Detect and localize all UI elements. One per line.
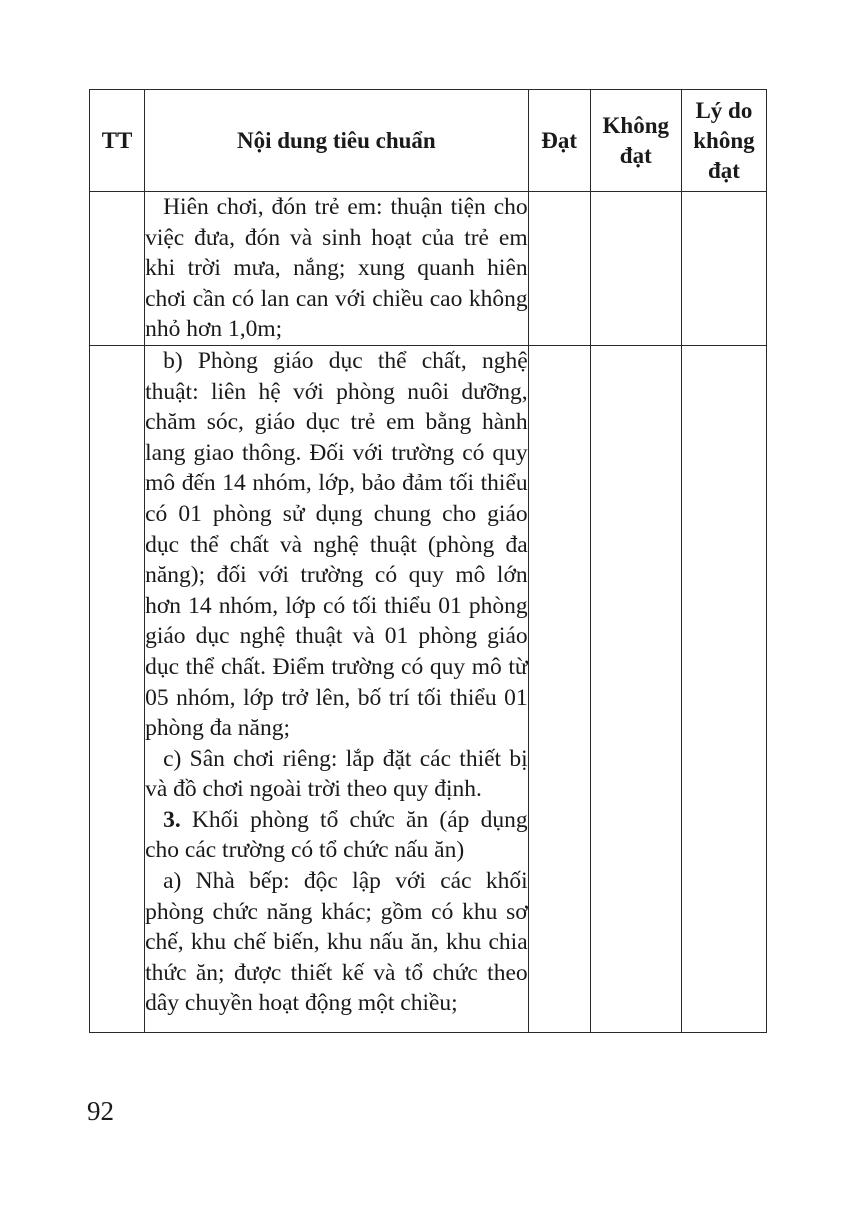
header-ly-do-line: Lý do (695, 97, 753, 123)
content-paragraph (145, 866, 528, 1019)
content-paragraph (145, 805, 528, 866)
header-ly-do (681, 90, 766, 192)
cell-dat (528, 192, 590, 346)
table-row (90, 192, 767, 346)
page-number: 92 (87, 1096, 114, 1126)
header-khong-dat-line: đạt (619, 142, 652, 168)
cell-ly-do (681, 345, 766, 1032)
paragraph-text: Khối phòng tổ chức ăn (áp dụng cho các trường có tổ chức nấu ăn) (145, 806, 528, 864)
criteria-table (89, 89, 767, 1033)
table-row (90, 345, 767, 1032)
paragraph-text: c) Sân chơi riêng: lắp đặt các thiết bị và đồ chơi ngoài trời theo quy định. (145, 745, 528, 803)
header-dat: Đạt (528, 90, 590, 192)
cell-ly-do (681, 192, 766, 346)
content-paragraph (145, 744, 528, 805)
header-tt: TT (90, 90, 145, 192)
cell-khong-dat (590, 192, 681, 346)
header-content: Nội dung tiêu chuẩn (145, 90, 529, 192)
cell-content (145, 192, 529, 346)
cell-content (145, 345, 529, 1032)
paragraph-text: a) Nhà bếp: độc lập với các khối phòng chức năng khác; gồm có khu sơ chế, khu chế biến, khu nấu ăn, khu chia thức ăn; được thiết kế và tổ chức theo dây chuyền hoạt động một chiều; (145, 868, 528, 1017)
content-paragraph (145, 192, 528, 345)
header-ly-do-line: đạt (707, 157, 740, 183)
content-paragraph (145, 346, 528, 744)
paragraph-text: b) Phòng giáo dục thể chất, nghệ thuật: liên hệ với phòng nuôi dưỡng, chăm sóc, giáo dục trẻ em bằng hành lang giao thông. Đối với trường có quy mô đến 14 nhóm, lớp, bảo đảm tối thiểu có 01 phòng sử dụng chung cho giáo dục thể chất và nghệ thuật (phòng đa năng); đối với trường có quy mô lớn hơn 14 nhóm, lớp có tối thiểu 01 phòng giáo dục nghệ thuật và 01 phòng giáo dục thể chất. Điểm trường có quy mô từ 05 nhóm, lớp trở lên, bố trí tối thiểu 01 phòng đa năng; (145, 347, 528, 742)
cell-tt (90, 192, 145, 346)
cell-tt (90, 345, 145, 1032)
paragraph-bold-lead: 3. (163, 806, 181, 833)
header-ly-do-line: không (693, 127, 755, 153)
header-row (90, 90, 767, 192)
paragraph-text: Hiên chơi, đón trẻ em: thuận tiện cho việc đưa, đón và sinh hoạt của trẻ em khi trời mưa, nắng; xung quanh hiên chơi cần có lan can với chiều cao không nhỏ hơn 1,0m; (145, 194, 528, 343)
cell-khong-dat (590, 345, 681, 1032)
header-khong-dat (590, 90, 681, 192)
cell-dat (528, 345, 590, 1032)
header-khong-dat-line: Không (602, 112, 670, 138)
